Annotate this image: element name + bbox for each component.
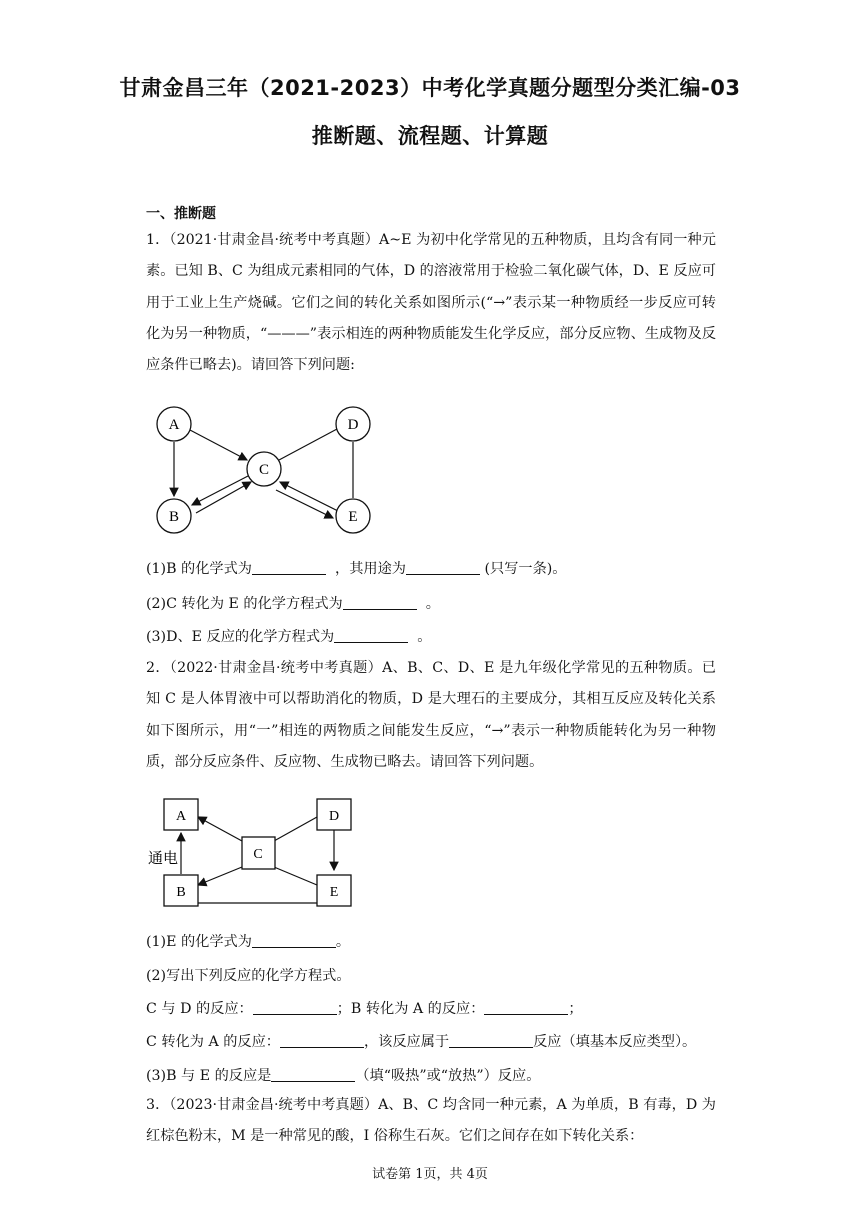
answer-blank[interactable]	[271, 1067, 355, 1082]
q2-diagram	[140, 795, 370, 915]
q2-part3: (3)B 与 E 的反应是 （填“吸热”或“放热”）反应。	[146, 1068, 541, 1084]
doc-title-line1: 甘肃金昌三年（2021-2023）中考化学真题分题型分类汇编-03	[119, 76, 741, 100]
svg-text:E: E	[348, 509, 358, 525]
answer-blank[interactable]	[334, 628, 408, 643]
answer-blank[interactable]	[343, 595, 417, 610]
q2-part2-ca: C 转化为 A 的反应： ，该反应属于 反应（填基本反应类型）。	[146, 1034, 697, 1050]
answer-blank[interactable]	[252, 933, 336, 948]
answer-blank[interactable]	[253, 1000, 337, 1015]
answer-blank[interactable]	[280, 1033, 364, 1048]
q1-node-a	[157, 407, 191, 441]
q2-arrow-label: 通电	[148, 851, 179, 867]
q2-part2-cd: C 与 D 的反应： ；B 转化为 A 的反应： ；	[146, 1001, 583, 1017]
q3-stem: 3．（2023·甘肃金昌·统考中考真题）A、B、C 均含同一种元素，A 为单质，B 有毒，D 为红棕色粉末，M 是一种常见的酸，I 俗称生石灰。它们之间存在如下转化关系：	[146, 1097, 716, 1145]
q1-part2: (2)C 转化为 E 的化学方程式为 。	[146, 596, 440, 612]
q2-node-c	[242, 837, 275, 869]
answer-blank[interactable]	[449, 1033, 533, 1048]
q1-part3: (3)D、E 反应的化学方程式为 。	[146, 629, 432, 645]
q1-stem: 1．（2021·甘肃金昌·统考中考真题）A~E 为初中化学常见的五种物质，且均含有同一种元素。已知 B、C 为组成元素相同的气体，D 的溶液常用于检验二氧化碳气体，D、E 反应可用于工业上生产烧碱。它们之间的转化关系如图所示(“→”表示某一种物质经一步反应可转化为另一种物质，“———”表示相连的两种物质能发生化学反应，部分反应物、生成物及反应条件已略去)。请回答下列问题:	[146, 232, 716, 374]
svg-text:B: B	[168, 509, 180, 525]
answer-blank[interactable]	[484, 1000, 568, 1015]
answer-blank[interactable]	[252, 560, 326, 575]
q1-node-c	[247, 452, 281, 486]
q1-node-d	[336, 407, 370, 441]
q1-diagram	[150, 400, 380, 540]
svg-text:C: C	[258, 462, 270, 478]
svg-text:C: C	[253, 847, 263, 862]
q2-stem: 2．（2022·甘肃金昌·统考中考真题）A、B、C、D、E 是九年级化学常见的五种物质。已知 C 是人体胃液中可以帮助消化的物质，D 是大理石的主要成分，其相互反应及转化关系如下图所示，用“一”相连的两物质之间能发生反应，“→”表示一种物质能转化为另一种物质，部分反应条件、反应物、生成物已略去。请回答下列问题。	[146, 660, 716, 770]
svg-text:A: A	[175, 809, 187, 824]
page-footer: 试卷第 1页，共 4页	[372, 1167, 488, 1182]
svg-text:B: B	[176, 885, 186, 900]
q2-part1: (1)E 的化学式为 。	[146, 934, 351, 950]
section-heading: 一、推断题	[146, 206, 216, 222]
answer-blank[interactable]	[406, 560, 480, 575]
svg-text:D: D	[328, 809, 340, 824]
q1-node-b	[157, 499, 191, 533]
q1-node-e	[336, 499, 370, 533]
svg-text:E: E	[329, 885, 339, 900]
svg-text:A: A	[168, 417, 180, 433]
q1-part1: (1)B 的化学式为 ，其用途为 (只写一条)。	[146, 561, 567, 577]
q2-node-b	[164, 875, 198, 906]
q2-node-d	[317, 799, 351, 830]
q2-node-e	[317, 875, 351, 906]
svg-text:D: D	[347, 417, 359, 433]
doc-title-line2: 推断题、流程题、计算题	[311, 124, 549, 148]
q2-part2: (2)写出下列反应的化学方程式。	[146, 968, 351, 984]
q2-node-a	[164, 799, 198, 830]
